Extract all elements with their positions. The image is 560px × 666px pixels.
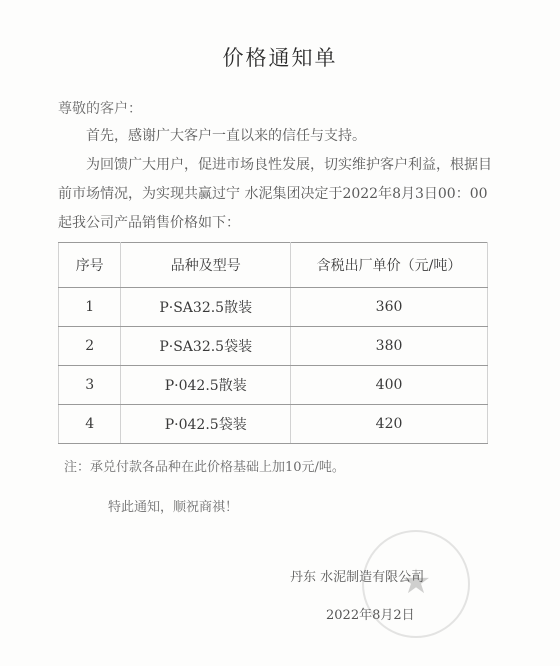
paragraph-announcement: 为回馈广大用户，促进市场良性发展，切实维护客户利益，根据目前市场情况，为实现共赢过宁 水泥集团决定于2022年8月3日00：00起我公司产品销售价格如下： <box>58 157 492 231</box>
row-number: 2 <box>59 327 121 366</box>
row-model: P·042.5散装 <box>121 366 291 405</box>
table-row <box>59 288 488 327</box>
row-price: 400 <box>291 366 488 405</box>
row-model: P·SA32.5散装 <box>121 288 291 327</box>
greeting: 尊敬的客户： <box>58 101 142 117</box>
row-model: P·042.5袋装 <box>121 405 291 444</box>
paragraph-thanks: 首先，感谢广大客户一直以来的信任与支持。 <box>86 128 366 144</box>
row-number: 1 <box>59 288 121 327</box>
seal-star-icon: ★ <box>400 562 432 602</box>
table-header-row <box>59 243 488 288</box>
signature-date: 2022年8月2日 <box>326 608 415 623</box>
row-number: 3 <box>59 366 121 405</box>
row-model: P·SA32.5袋装 <box>121 327 291 366</box>
payment-note: 注：承兑付款各品种在此价格基础上加10元/吨。 <box>64 460 345 475</box>
table-row <box>59 327 488 366</box>
header-number: 序号 <box>59 243 121 288</box>
table-row <box>59 405 488 444</box>
row-price: 380 <box>291 327 488 366</box>
document-title: 价格通知单 <box>222 46 338 70</box>
closing-remark: 特此通知，顺祝商祺！ <box>108 500 239 515</box>
header-model: 品种及型号 <box>121 243 291 288</box>
price-table <box>58 242 488 444</box>
company-signature: 丹东 水泥制造有限公司 <box>290 570 425 585</box>
row-price: 420 <box>291 405 488 444</box>
row-price: 360 <box>291 288 488 327</box>
header-price: 含税出厂单价（元/吨） <box>291 243 488 288</box>
table-row <box>59 366 488 405</box>
row-number: 4 <box>59 405 121 444</box>
